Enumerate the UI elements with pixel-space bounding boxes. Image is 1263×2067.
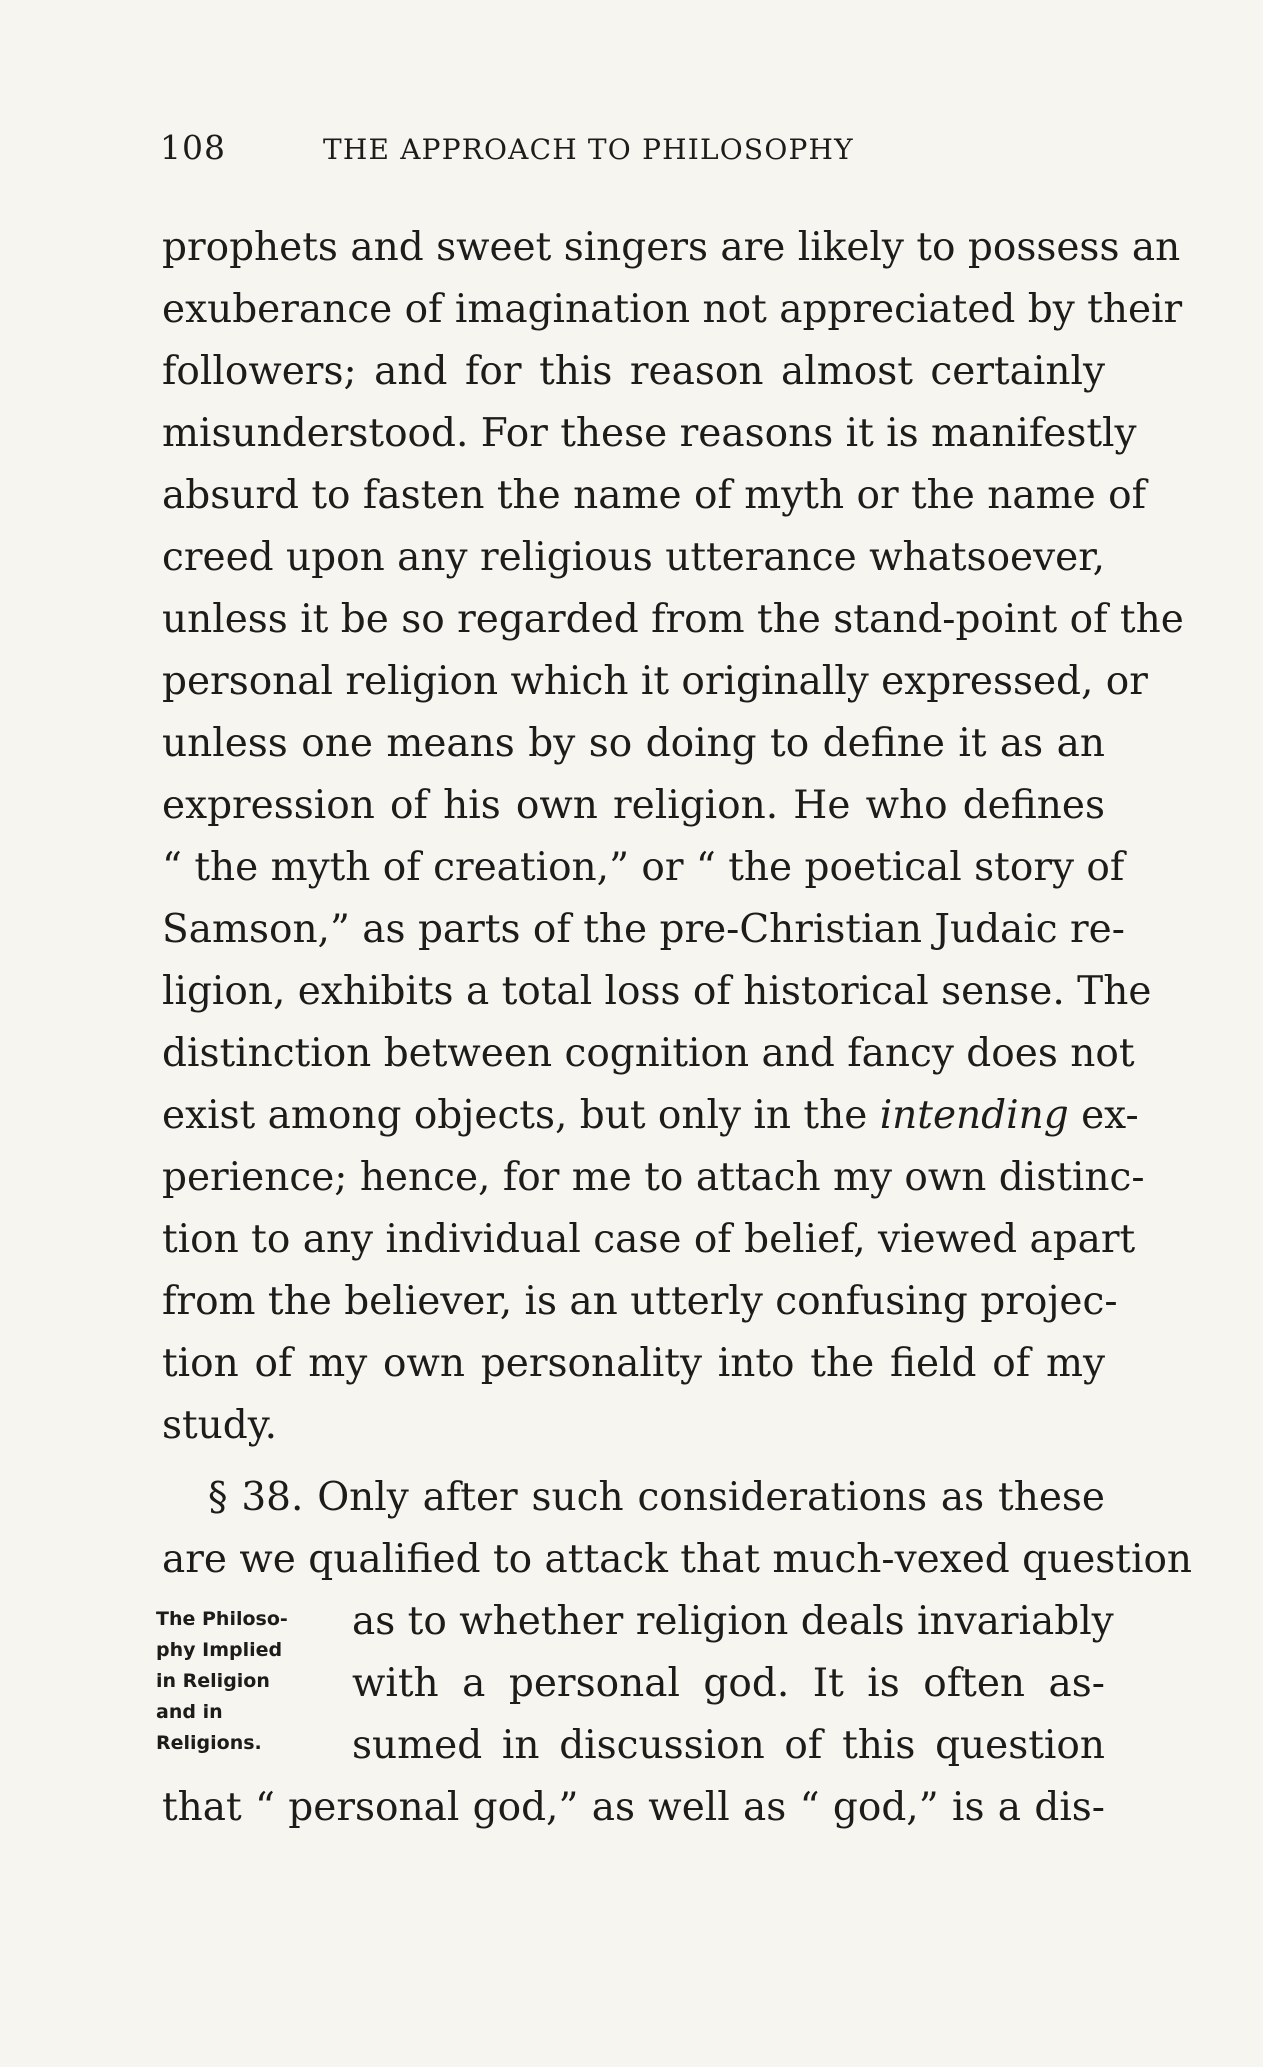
body-line: that “ personal god,” as well as “ god,” is a dis-	[162, 1785, 1105, 1830]
body-line: expression of his own religion. He who defines	[162, 783, 1105, 828]
body-line: Samson,” as parts of the pre-Christian Judaic re-	[162, 907, 1125, 952]
body-line: sumed in discussion of this question	[352, 1723, 1105, 1768]
body-line: from the believer, is an utterly confusing projec-	[162, 1279, 1118, 1324]
body-line: distinction between cognition and fancy does not	[162, 1031, 1135, 1076]
body-line: ligion, exhibits a total loss of historical sense. The	[162, 969, 1152, 1014]
margin-note-line: in Religion	[156, 1670, 270, 1692]
line-text-before: exist among objects, but only in the	[162, 1093, 880, 1138]
body-line: with a personal god. It is often as-	[352, 1661, 1105, 1706]
emphasized-word: intending	[879, 1093, 1069, 1138]
section-start-line: § 38. Only after such considerations as these	[208, 1475, 1105, 1520]
body-line-with-emphasis	[162, 1087, 1139, 1145]
body-line: unless one means by so doing to define it as an	[162, 721, 1105, 766]
margin-note-line: and in	[156, 1701, 223, 1723]
body-line: creed upon any religious utterance whatsoever,	[162, 535, 1105, 580]
body-line: exuberance of imagination not appreciated by their	[162, 287, 1183, 332]
page-number: 108	[160, 128, 226, 167]
body-line: as to whether religion deals invariably	[352, 1599, 1114, 1644]
page-header	[160, 128, 960, 178]
body-line: personal religion which it originally expressed, or	[162, 659, 1148, 704]
body-line: unless it be so regarded from the stand-point of the	[162, 597, 1184, 642]
line-text-after: ex-	[1068, 1093, 1139, 1138]
margin-note-line: Religions.	[156, 1732, 262, 1754]
body-line: “ the myth of creation,” or “ the poetical story of	[162, 845, 1125, 890]
body-line: absurd to fasten the name of myth or the name of	[162, 473, 1147, 518]
margin-note	[156, 1604, 336, 1759]
margin-note-line: phy Implied	[156, 1639, 283, 1661]
margin-note-line: The Philoso-	[156, 1608, 288, 1630]
body-line: perience; hence, for me to attach my own distinc-	[162, 1155, 1145, 1200]
body-line: prophets and sweet singers are likely to possess an	[162, 225, 1181, 270]
body-line: misunderstood. For these reasons it is manifestly	[162, 411, 1137, 456]
body-line: followers; and for this reason almost certainly	[162, 349, 1105, 394]
body-line: are we qualified to attack that much-vexed question	[162, 1537, 1193, 1582]
body-line: tion of my own personality into the field of my	[162, 1341, 1105, 1386]
running-title: THE APPROACH TO PHILOSOPHY	[323, 133, 854, 166]
body-line-end-paragraph: study.	[162, 1403, 278, 1448]
body-line: tion to any individual case of belief, viewed apart	[162, 1217, 1136, 1262]
